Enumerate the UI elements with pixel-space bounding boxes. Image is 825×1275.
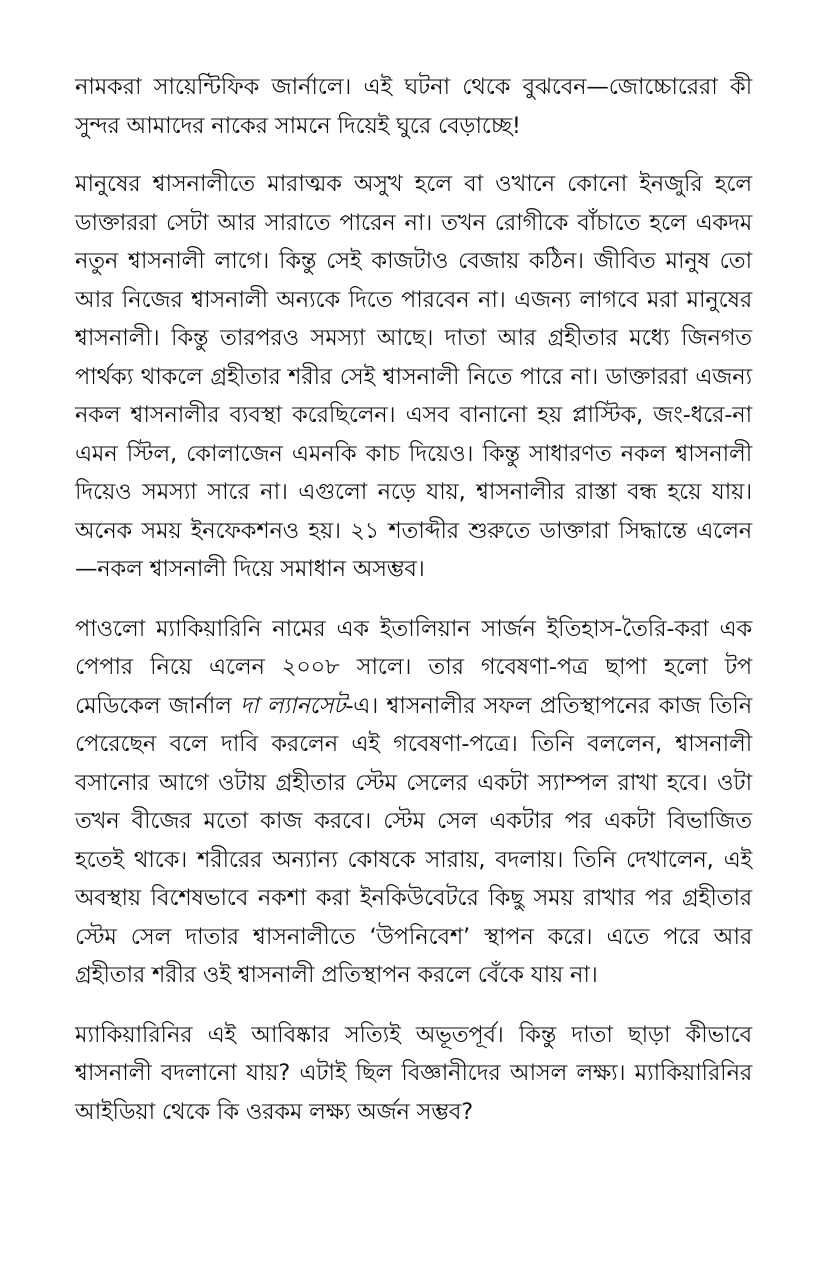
paragraph-spacer	[75, 145, 752, 165]
paragraph-3	[75, 610, 752, 995]
paragraph-1: নামকরা সায়েন্টিফিক জার্নালে। এই ঘটনা থেকে বুঝবেন—জোচ্চোরেরা কী সুন্দর আমাদের নাকের সামনে দিয়েই ঘুরে বেড়াচ্ছে!	[75, 74, 752, 139]
paragraph-spacer	[75, 589, 752, 610]
journal-name: দা ল্যানসেট	[240, 692, 346, 719]
paragraph-4: ম্যাকিয়ারিনির এই আবিষ্কার সত্যিই অভূতপূর্ব। কিন্তু দাতা ছাড়া কীভাবে শ্বাসনালী বদলানো যায়? এটাই ছিল বিজ্ঞানীদের আসল লক্ষ্য। ম্যাকিয়ারিনির আইডিয়া থেকে কি ওরকম লক্ষ্য অর্জন সম্ভব?	[75, 1021, 752, 1125]
paragraph-3-text-start: পাওলো ম্যাকিয়ারিনি নামের এক ইতালিয়ান সার্জন ইতিহাস-তৈরি-করা এক পেপার নিয়ে এলেন ২০০৮ সালে। তার গবেষণা-পত্র ছাপা হলো টপ মেডিকেল জার্নাল	[75, 615, 752, 719]
paragraph-spacer	[75, 995, 752, 1016]
page-body	[75, 68, 752, 1131]
paragraph-2: মানুষের শ্বাসনালীতে মারাত্মক অসুখ হলে বা ওখানে কোনো ইনজুরি হলে ডাক্তাররা সেটা আর সারাতে পারেন না। তখন রোগীকে বাঁচাতে হলে একদম নতুন শ্বাসনালী লাগে। কিন্তু সেই কাজটাও বেজায় কঠিন। জীবিত মানুষ তো আর নিজের শ্বাসনালী অন্যকে দিতে পারবেন না। এজন্য লাগবে মরা মানুষের শ্বাসনালী। কিন্তু তারপরও সমস্যা আছে। দাতা আর গ্রহীতার মধ্যে জিনগত পার্থক্য থাকলে গ্রহীতার শরীর সেই শ্বাসনালী নিতে পারে না। ডাক্তাররা এজন্য নকল শ্বাসনালীর ব্যবস্থা করেছিলেন। এসব বানানো হয় প্লাস্টিক, জং-ধরে-না এমন স্টিল, কোলাজেন এমনকি কাচ দিয়েও। কিন্তু সাধারণত নকল শ্বাসনালী দিয়েও সমস্যা সারে না। এগুলো নড়ে যায়, শ্বাসনালীর রাস্তা বন্ধ হয়ে যায়। অনেক সময় ইনফেকশনও হয়। ২১ শতাব্দীর শুরুতে ডাক্তারা সিদ্ধান্তে এলেন—নকল শ্বাসনালী দিয়ে সমাধান অসম্ভব।	[75, 171, 752, 582]
paragraph-3-text-end: -এ। শ্বাসনালীর সফল প্রতিস্থাপনের কাজ তিনি পেরেছেন বলে দাবি করলেন এই গবেষণা-পত্রে। তিনি বললেন, শ্বাসনালী বসানোর আগে ওটায় গ্রহীতার স্টেম সেলের একটা স্যাম্পল রাখা হবে। ওটা তখন বীজের মতো কাজ করবে। স্টেম সেল একটার পর একটা বিভাজিত হতেই থাকে। শরীরের অন্যান্য কোষকে সারায়, বদলায়। তিনি দেখালেন, এই অবস্থায় বিশেষভাবে নকশা করা ইনকিউবেটরে কিছু সময় রাখার পর গ্রহীতার স্টেম সেল দাতার শ্বাসনালীতে ‘উপনিবেশ’ স্থাপন করে। এতে পরে আর গ্রহীতার শরীর ওই শ্বাসনালী প্রতিস্থাপন করলে বেঁকে যায় না।	[75, 692, 752, 988]
